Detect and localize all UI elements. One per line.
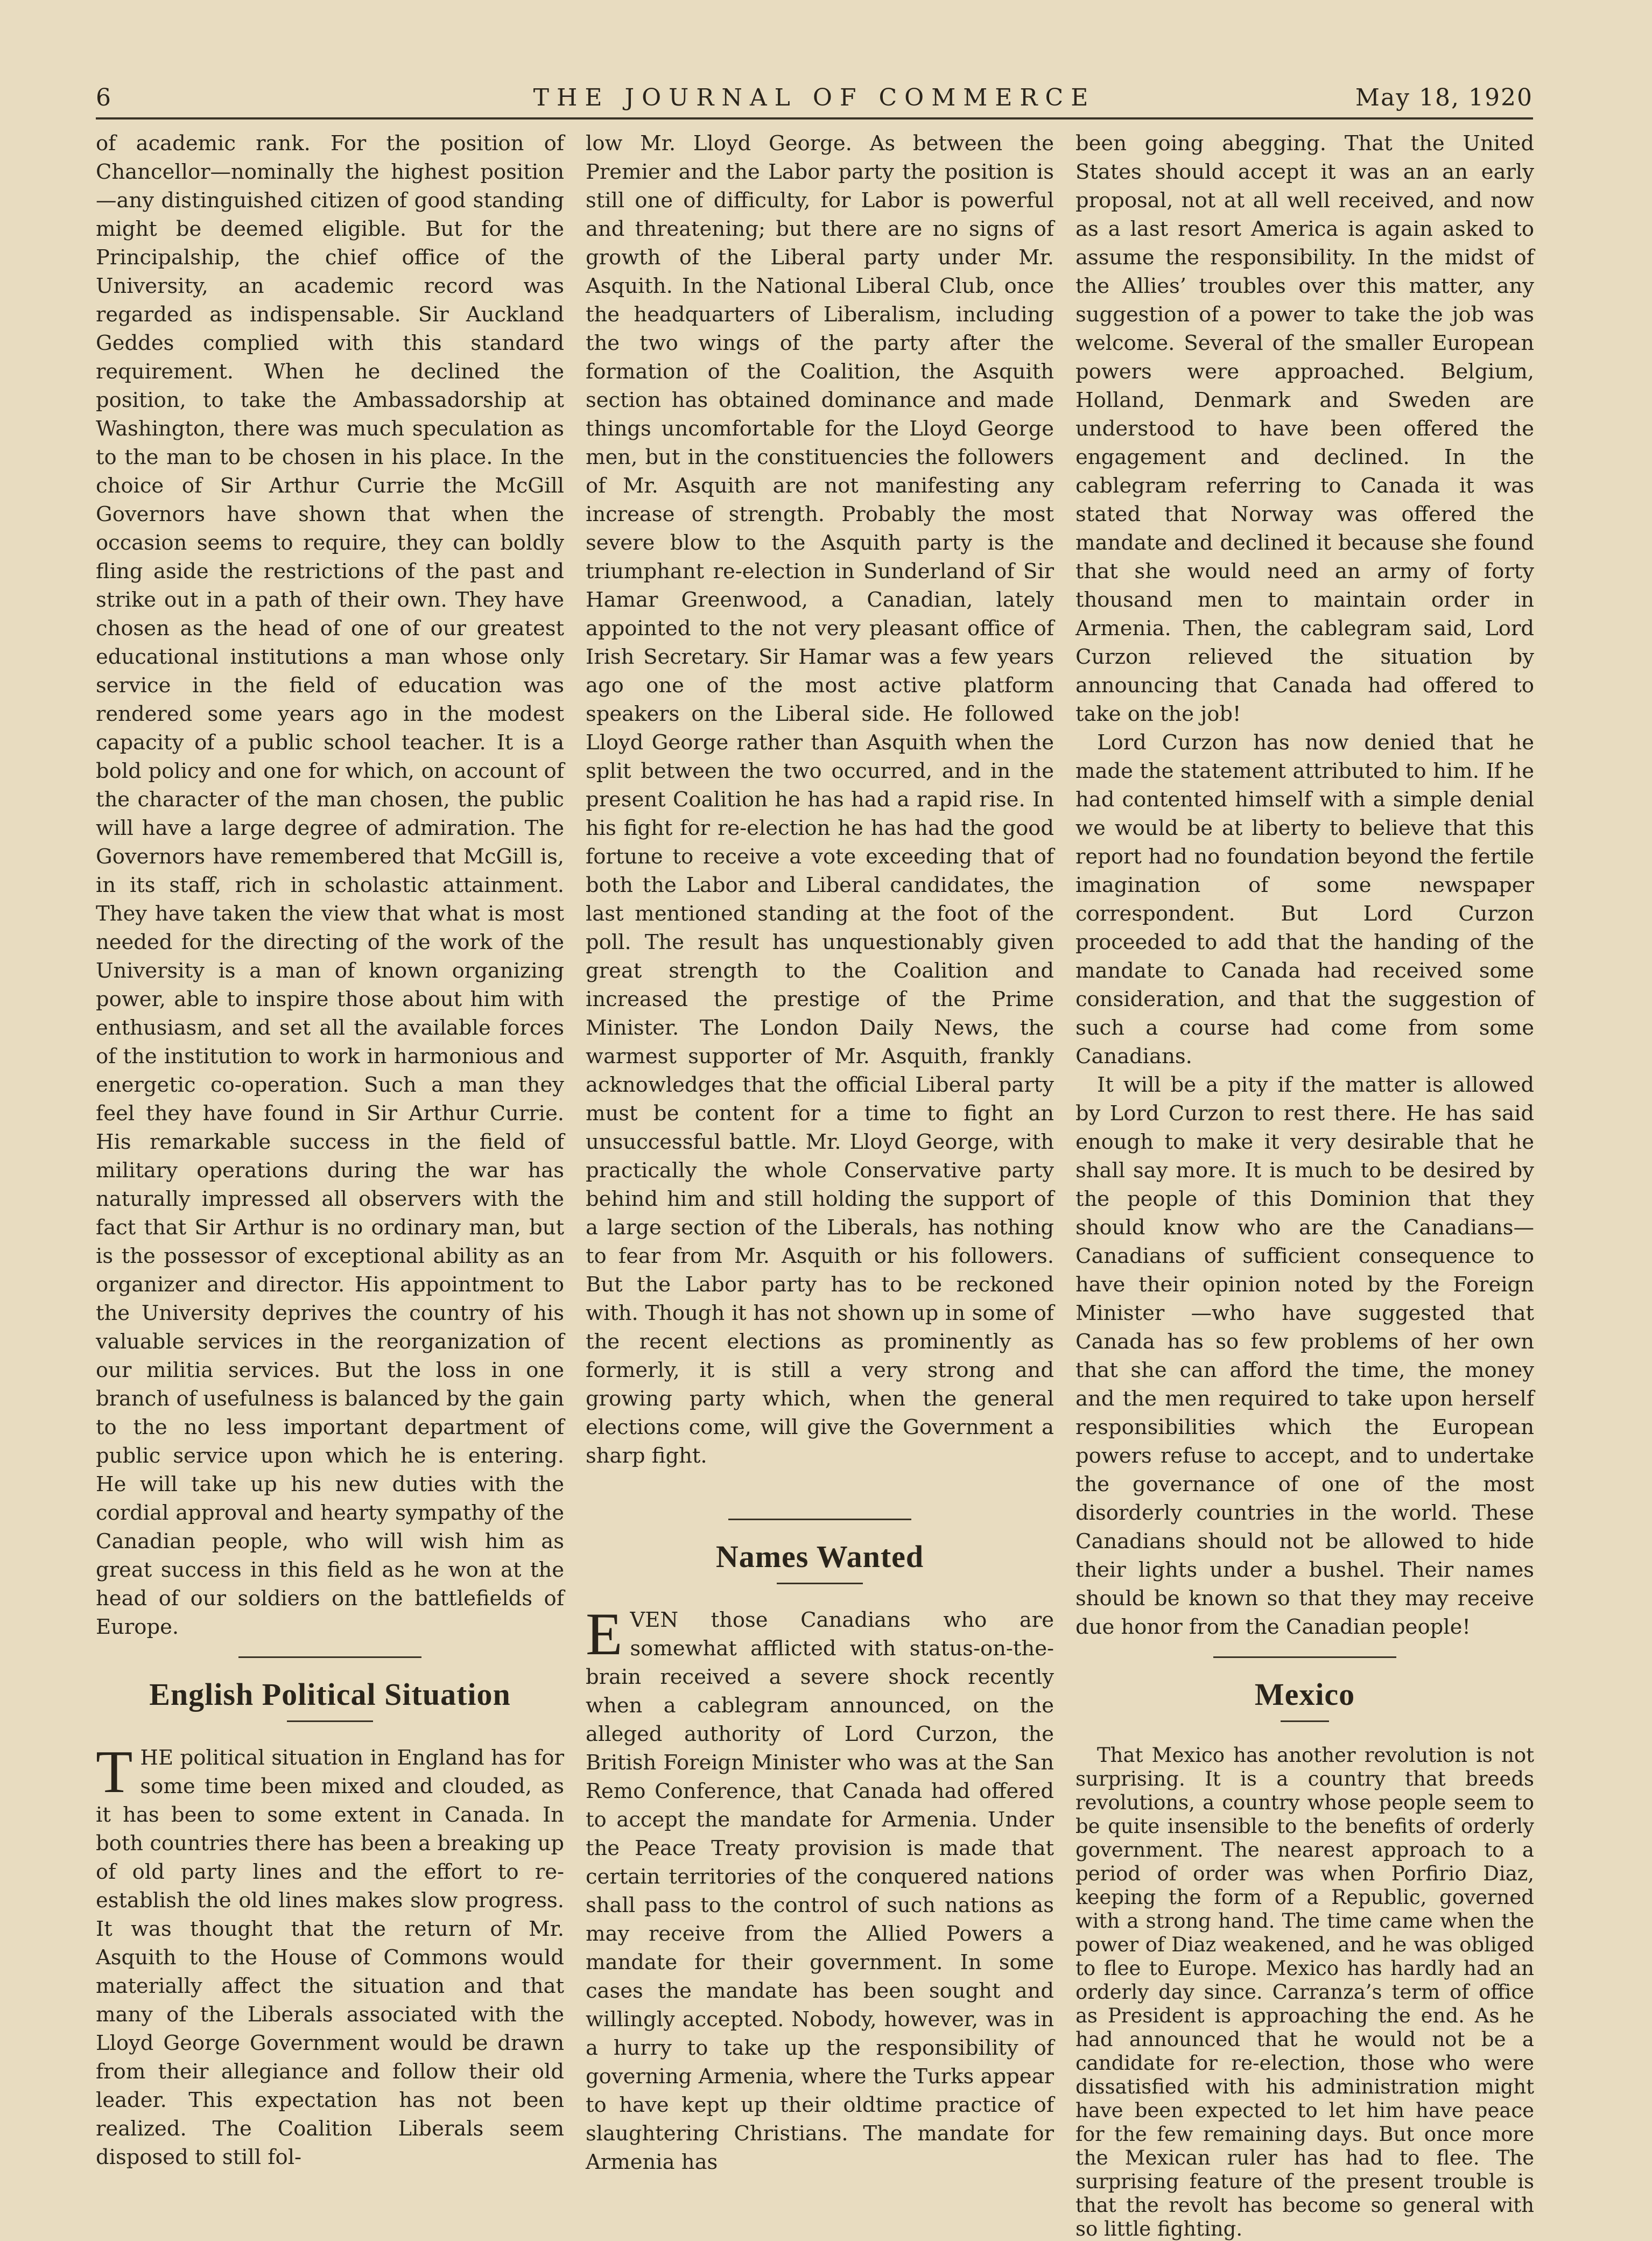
drop-cap: T [96,1739,133,1806]
names-article-continuation: been going abegging. That the United States should accept it was an an early proposal, not at all well received, and now as a last resort America is again asked to assume the responsibility. In the midst of the Allies’ troubles over this matter, any suggestion of a power to take the job was welcome. Several of the smaller European powers were approached. Belgium, Holland, Denmark and Sweden are understood to have been offered the engagement and declined. In the cablegram referring to Canada it was stated that Norway was offered the mandate and declined it because she found that she would need an army of forty thousand men to maintain order in Armenia. Then, the cablegram said, Lord Curzon relieved the situation by announcing that Canada had offered to take on the job! [1075,131,1534,726]
section-divider [1213,1656,1396,1658]
issue-date: May 18, 1920 [1355,84,1533,111]
drop-cap: E [586,1601,623,1668]
column-2 [586,129,1054,2176]
heading-mexico: Mexico [1254,1677,1355,1712]
section-divider [238,1656,421,1658]
names-article-paragraph-3: It will be a pity if the matter is allowed by Lord Curzon to rest there. He has said enough to make it very desirable that he shall say more. It is much to be desired by the people of this Dominion that they should know who are the Canadians—Canadians of sufficient consequence to have their opinion noted by the Foreign Minister —who have suggested that Canada has so few problems of her own that she can afford the time, the money and the men required to take upon herself responsibilities which the European powers refuse to accept, and to undertake the governance of one of the most disorderly countries in the world. These Canadians should not be allowed to hide their lights under a bushel. Their names should be known so that they may receive due honor from the Canadian people! [1075,1073,1534,1639]
page-number: 6 [96,84,112,111]
currie-article-continuation: of academic rank. For the position of Chancellor—nominally the highest position —any distinguished citizen of good standing might be deemed eligible. But for the Principalship, the chief office of the University, an academic record was regarded as indispensable. Sir Auckland Geddes complied with this standard requirement. When he declined the position, to take the Ambassadorship at Washington, there was much speculation as to the man to be chosen in his place. In the choice of Sir Arthur Currie the McGill Governors have shown that when the occasion seems to require, they can boldly fling aside the restrictions of the past and strike out in a path of their own. They have chosen as the head of one of our greatest educational institutions a man whose only service in the field of education was rendered some years ago in the modest capacity of a public school teacher. It is a bold policy and one for which, on account of the character of the man chosen, the public will have a large degree of admiration. The Governors have remembered that McGill is, in its staff, rich in scholastic attainment. They have taken the view that what is most needed for the directing of the work of the University is a man of known organizing power, able to inspire those about him with enthusiasm, and set all the available forces of the institution to work in harmonious and energetic co-operation. Such a man they feel they have found in Sir Arthur Currie. His remarkable success in the field of military operations during the war has naturally impressed all observers with the fact that Sir Arthur is no ordinary man, but is the possessor of exceptional ability as an organizer and director. His appointment to the University deprives the country of his valuable services in the reorganization of our militia services. But the loss in one branch of usefulness is balanced by the gain to the no less important department of public service upon which he is entering. He will take up his new duties with the cordial approval and hearty sympathy of the Canadian people, who will wish him as great success in this field as he won at the head of our soldiers on the battlefields of Europe. [96,131,564,1639]
heading-english-political-situation: English Political Situation [149,1677,511,1712]
names-article-paragraph-2: Lord Curzon has now denied that he made the statement attributed to him. If he had contented himself with a simple denial we would be at liberty to believe that this report had no foundation beyond the fertile imagination of some newspaper correspondent. But Lord Curzon proceeded to add that the handing of the mandate to Canada had received some consideration, and that the suggestion of such a course had come from some Canadians. [1075,730,1534,1069]
column-1 [96,129,564,2172]
heading-underline [287,1720,373,1722]
english-article-text: HE political situation in England has for some time been mixed and clouded, as it has been to some extent in Canada. In both countries there has been a breaking up of old party lines and the effort to re-establish the old lines makes slow progress. It was thought that the return of Mr. Asquith to the House of Commons would materially affect the situation and that many of the Liberals associated with the Lloyd George Government would be drawn from their allegiance and follow their old leader. This expectation has not been realized. The Coalition Liberals seem disposed to still fol- [96,1746,564,2169]
publication-title: THE JOURNAL OF COMMERCE [533,84,1096,111]
heading-underline [1281,1720,1329,1722]
heading-underline [777,1583,863,1584]
mexico-article-text: That Mexico has another revolution is not surprising. It is a country that breeds revolutions, a country whose people seem to be quite insensible to the benefits of orderly government. The nearest approach to a period of order was when Porfirio Diaz, keeping the form of a Republic, governed with a strong hand. The time came when the power of Diaz weakened, and he was obliged to flee to Europe. Mexico has hardly had an orderly day since. Carranza’s term of office as President is approaching the end. As he had announced that he would not be a candidate for re-election, those who were dissatisfied with his administration might have been expected to let him have peace for the few remaining days. But once more the Mexican ruler has had to flee. The surprising feature of the present trouble is that the revolt has become so general with so little fighting. [1075,1744,1534,2240]
english-article-continuation: low Mr. Lloyd George. As between the Premier and the Labor party the position is still one of difficulty, for Labor is powerful and threatening; but there are no signs of growth of the Liberal party under Mr. Asquith. In the National Liberal Club, once the headquarters of Liberalism, including the two wings of the party after the formation of the Coalition, the Asquith section has obtained dominance and made things uncomfortable for the Lloyd George men, but in the constituencies the followers of Mr. Asquith are not manifesting any increase of strength. Probably the most severe blow to the Asquith party is the triumphant re-election in Sunderland of Sir Hamar Greenwood, a Canadian, lately appointed to the not very pleasant office of Irish Secretary. Sir Hamar was a few years ago one of the most active platform speakers on the Liberal side. He followed Lloyd George rather than Asquith when the split between the two occurred, and in the present Coalition he has had a rapid rise. In his fight for re-election he has had the good fortune to receive a vote exceeding that of both the Labor and Liberal candidates, the last mentioned standing at the foot of the poll. The result has unquestionably given great strength to the Coalition and increased the prestige of the Prime Minister. The London Daily News, the warmest supporter of Mr. Asquith, frankly acknowledges that the official Liberal party must be content for a time to fight an unsuccessful battle. Mr. Lloyd George, with practically the whole Conservative party behind him and still holding the support of a large section of the Liberals, has nothing to fear from Mr. Asquith or his followers. But the Labor party has to be reckoned with. Though it has not shown up in some of the recent elections as prominently as formerly, it is still a very strong and growing party which, when the general elections come, will give the Government a sharp fight. [586,131,1054,1468]
heading-names-wanted: Names Wanted [715,1539,924,1574]
names-article-opening [586,1601,1054,2176]
names-article-text: VEN those Canadians who are somewhat afflicted with status-on-the-brain received a severe shock recently when a cablegram announced, on the alleged authority of Lord Curzon, the British Foreign Minister who was at the San Remo Conference, that Canada had offered to accept the mandate for Armenia. Under the Peace Treaty provision is made that certain territories of the conquered nations shall pass to the control of such nations as may receive from the Allied Powers a mandate for their government. In some cases the mandate has been sought and willingly accepted. Nobody, however, was in a hurry to take up the responsibility of governing Armenia, where the Turks appear to have kept up their oldtime practice of slaughtering Christians. The mandate for Armenia has [586,1608,1054,2174]
page-header [96,80,1533,120]
english-article-opening [96,1739,564,2172]
column-3 [1075,129,1534,2241]
section-divider [728,1519,911,1520]
